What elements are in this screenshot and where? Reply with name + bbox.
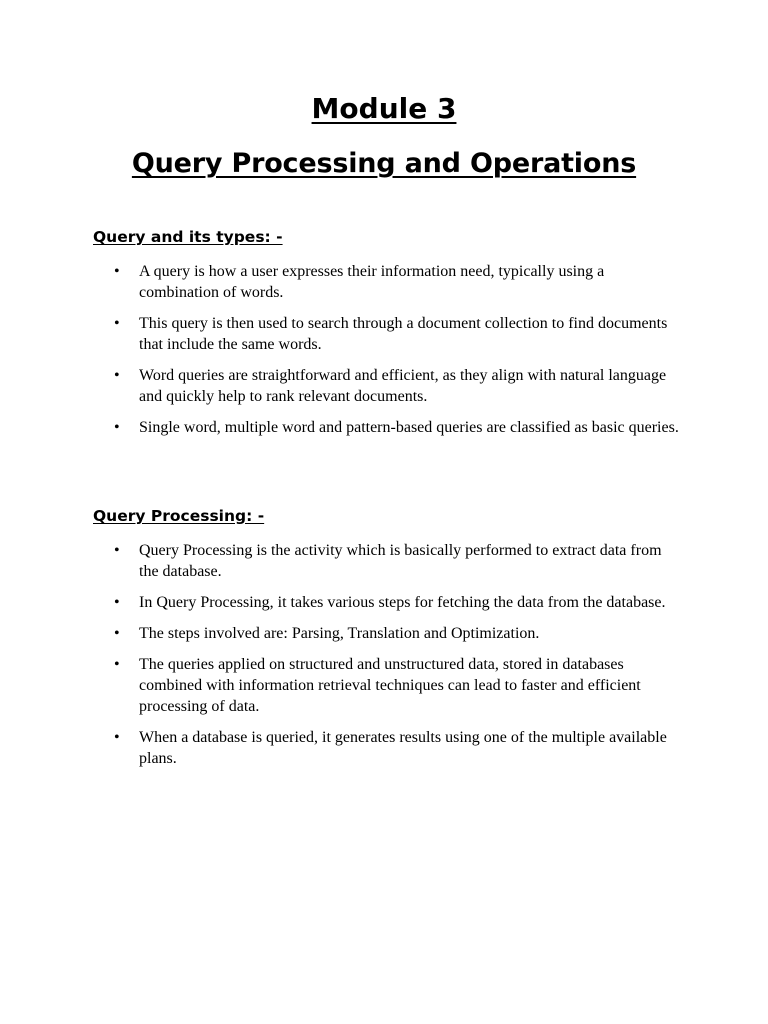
module-title: Module 3 xyxy=(311,92,457,125)
bullet-list-query-types xyxy=(0,261,768,448)
list-item xyxy=(0,540,679,582)
bullet-icon: • xyxy=(114,625,120,642)
list-item-text: The queries applied on structured and unstructured data, stored in databases combined with information retrieval techniques can lead to faster and efficient processing of data. xyxy=(139,656,641,715)
list-item xyxy=(0,654,679,717)
list-item xyxy=(0,592,679,613)
list-item-text: A query is how a user expresses their information need, typically using a combination of words. xyxy=(139,263,605,301)
bullet-icon: • xyxy=(114,594,120,611)
list-item xyxy=(0,727,679,769)
list-item xyxy=(0,365,679,407)
list-item xyxy=(0,623,679,644)
bullet-icon: • xyxy=(114,315,120,332)
list-item-text: The steps involved are: Parsing, Translation and Optimization. xyxy=(139,625,540,642)
bullet-icon: • xyxy=(114,729,120,746)
bullet-icon: • xyxy=(114,542,120,559)
section-heading-query-processing: Query Processing: - xyxy=(93,507,265,525)
list-item-text: When a database is queried, it generates results using one of the multiple available plans. xyxy=(139,729,667,767)
list-item-text: This query is then used to search through a document collection to find documents that include the same words. xyxy=(139,315,668,353)
bullet-icon: • xyxy=(114,656,120,673)
bullet-icon: • xyxy=(114,419,120,436)
list-item xyxy=(0,417,679,438)
section-heading-query-types: Query and its types: - xyxy=(93,228,283,246)
bullet-icon: • xyxy=(114,263,120,280)
list-item xyxy=(0,261,679,303)
list-item-text: Single word, multiple word and pattern-based queries are classified as basic queries. xyxy=(139,419,679,436)
bullet-icon: • xyxy=(114,367,120,384)
list-item xyxy=(0,313,679,355)
page-title: Query Processing and Operations xyxy=(131,148,637,179)
list-item-text: In Query Processing, it takes various steps for fetching the data from the database. xyxy=(139,594,666,611)
list-item-text: Query Processing is the activity which is basically performed to extract data from the database. xyxy=(139,542,662,580)
list-item-text: Word queries are straightforward and efficient, as they align with natural language and quickly help to rank relevant documents. xyxy=(139,367,667,405)
bullet-list-query-processing xyxy=(0,540,768,779)
